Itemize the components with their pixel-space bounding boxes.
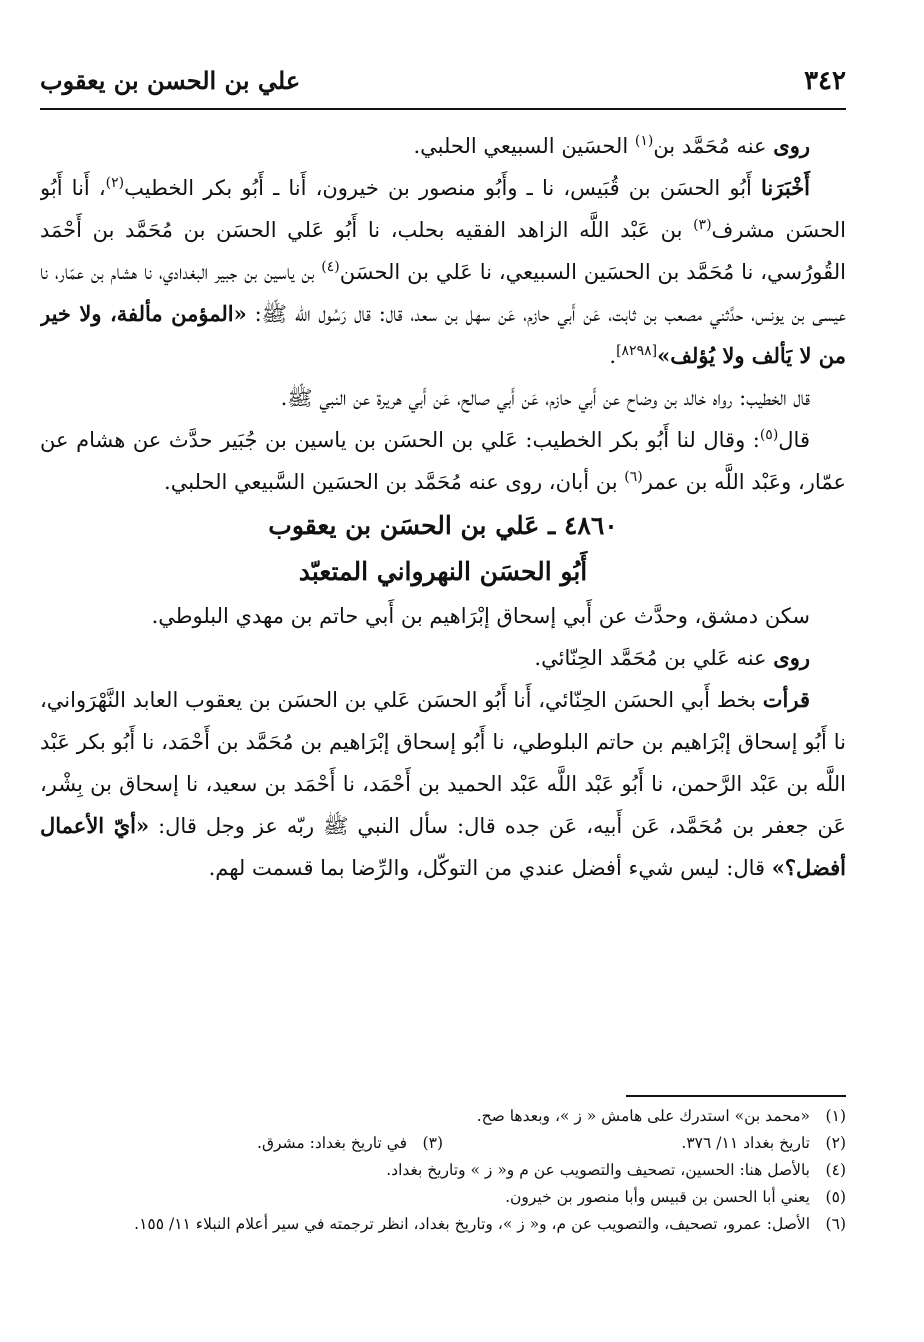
footnote — [443, 1130, 846, 1157]
lead-word: روى — [773, 133, 810, 158]
footnotes — [40, 1103, 846, 1328]
paragraph-3: قال الخطيب: رواه خالد بن وضاح عن أَبي حازم، عَن أَبي صالح، عَن أَبي هريرة عن النبي ﷺ. — [280, 386, 810, 410]
paragraph-4 — [40, 419, 846, 503]
footnote-ref: (٥) — [759, 427, 779, 443]
header-rule — [40, 108, 846, 110]
paragraph-1 — [40, 125, 846, 167]
text: عنه عَلي بن مُحَمَّد الحِنّائي. — [534, 646, 774, 670]
paragraph-2 — [40, 167, 846, 377]
footnote — [40, 1184, 846, 1211]
footnote-number: (٢) — [825, 1134, 846, 1152]
hadith-quote: «أيّ الأعمال أفضل؟» — [40, 813, 846, 880]
footnote — [40, 1211, 846, 1238]
footnote — [40, 1130, 443, 1157]
main-text — [40, 125, 846, 1050]
footnote — [40, 1103, 846, 1130]
footnote-number: (١) — [825, 1107, 846, 1125]
running-title: علي بن الحسن بن يعقوب — [40, 66, 301, 95]
page-number: ٣٤٢ — [804, 66, 846, 96]
text: بخط أَبي الحسَن الحِنّائي، أَنا أَبُو الحسَن عَلي بن الحسَن بن يعقوب العابد النَّهْرَواني، نا أَبُو إسحاق إبْرَاهيم بن حاتم البلوطي، نا أَبُو إسحاق إبْرَاهيم بن مُحَمَّد بن أَحْمَد، نا أَبُو بكر عَبْد اللَّه بن عَبْد الرَّحمن، نا أَبُو عَبْد اللَّه عَبْد الحميد بن أَحْمَد، نا أَحْمَد بن سعيد، نا إسحاق بن بِشْر، عَن جعفر بن مُحَمَّد، عَن أَبيه، عَن جده قال: سأل النبي ﷺ ربّه عز وجل قال: — [40, 688, 846, 838]
text: ، أَنا أَبُو الحسَن مشرف — [40, 176, 846, 242]
text: بن عَبْد اللَّه الزاهد الفقيه بحلب، نا أَبُو عَلي الحسَن بن مُحَمَّد بن أَحْمَد القُورُسي، نا مُحَمَّد بن الحسَين السبيعي، نا عَلي بن الحسَن — [40, 218, 846, 284]
paragraph-5: سكن دمشق، وحدَّث عن أَبي إسحاق إبْرَاهيم بن أَبي حاتم بن مهدي البلوطي. — [151, 604, 810, 628]
entry-title: ٤٨٦٠ ـ عَلي بن الحسَن بن يعقوب — [268, 511, 618, 540]
footnote-rule — [626, 1095, 846, 1097]
footnote-text: بالأصل هنا: الحسين، تصحيف والتصويب عن م و« ز » وتاريخ بغداد. — [386, 1161, 810, 1179]
text: قال: ليس شيء أفضل عندي من التوكّل، والرِّضا بما قسمت لهم. — [208, 856, 772, 880]
hadith-quote: «المؤمن مألفة، ولا خير من لا يَألف ولا يُؤلف» — [40, 301, 846, 368]
lead-word: أَخْبَرَنا — [761, 175, 811, 200]
text: : وقال لنا أَبُو بكر الخطيب: عَلي بن الحسَن بن ياسين بن جُبَير حدَّث عن هشام عن عمّار، وعَبْد اللَّه بن عمر — [40, 428, 846, 494]
footnote-number: (٣) — [422, 1134, 443, 1152]
footnote — [40, 1157, 846, 1184]
footnote-text: يعني أبا الحسن بن قبيس وأبا منصور بن خيرون. — [505, 1188, 810, 1206]
text: الحسَين السبيعي الحلبي. — [413, 134, 635, 158]
text: قال — [778, 428, 810, 452]
lead-word: روى — [773, 645, 810, 670]
footnote-text: «محمد بن» استدرك على هامش « ز »، وبعدها صح. — [476, 1107, 810, 1125]
footnote-pair — [40, 1130, 846, 1157]
page-header — [40, 66, 846, 106]
entry-subtitle: أَبُو الحسَن النهرواني المتعبّد — [298, 557, 588, 586]
footnote-number: (٥) — [825, 1188, 846, 1206]
footnote-text: الأصل: عمرو، تصحيف، والتصويب عن م، و« ز »، وتاريخ بغداد، انظر ترجمته في سير أعلام النبلاء ١١/ ١٥٥. — [134, 1215, 810, 1233]
lead-word: قرأت — [762, 687, 810, 712]
footnote-ref: (٣) — [693, 217, 712, 233]
paragraph-6 — [40, 637, 846, 679]
text: . — [609, 344, 617, 368]
footnote-number: (٤) — [825, 1161, 846, 1179]
hadith-ref: [٨٢٩٨] — [616, 343, 658, 359]
footnote-text: تاريخ بغداد ١١/ ٣٧٦. — [681, 1134, 810, 1152]
text: بن ياسين بن جبير البغدادي، نا هشام بن عمّار، نا عيسى بن يونس، حدَّثني مصعب بن ثابت، عَن أَبي حازم، عَن سهل بن سعد، قال: قال رَسُول الله ﷺ: — [40, 260, 846, 326]
footnote-number: (٦) — [825, 1215, 846, 1233]
text: بن أبان، روى عنه مُحَمَّد بن الحسَين السَّبيعي الحلبي. — [164, 470, 625, 494]
footnote-ref: (٤) — [321, 259, 340, 275]
footnote-ref: (٢) — [105, 175, 125, 191]
footnote-ref: (٦) — [624, 469, 643, 485]
text: أَبُو الحسَن بن قُبَيس، نا ـ وأَبُو منصور بن خيرون، أَنا ـ أَبُو بكر الخطيب — [124, 176, 762, 200]
footnote-ref: (١) — [634, 133, 654, 149]
text: عنه مُحَمَّد بن — [653, 134, 774, 158]
footnote-text: في تاريخ بغداد: مشرق. — [257, 1134, 407, 1152]
paragraph-7 — [40, 679, 846, 889]
